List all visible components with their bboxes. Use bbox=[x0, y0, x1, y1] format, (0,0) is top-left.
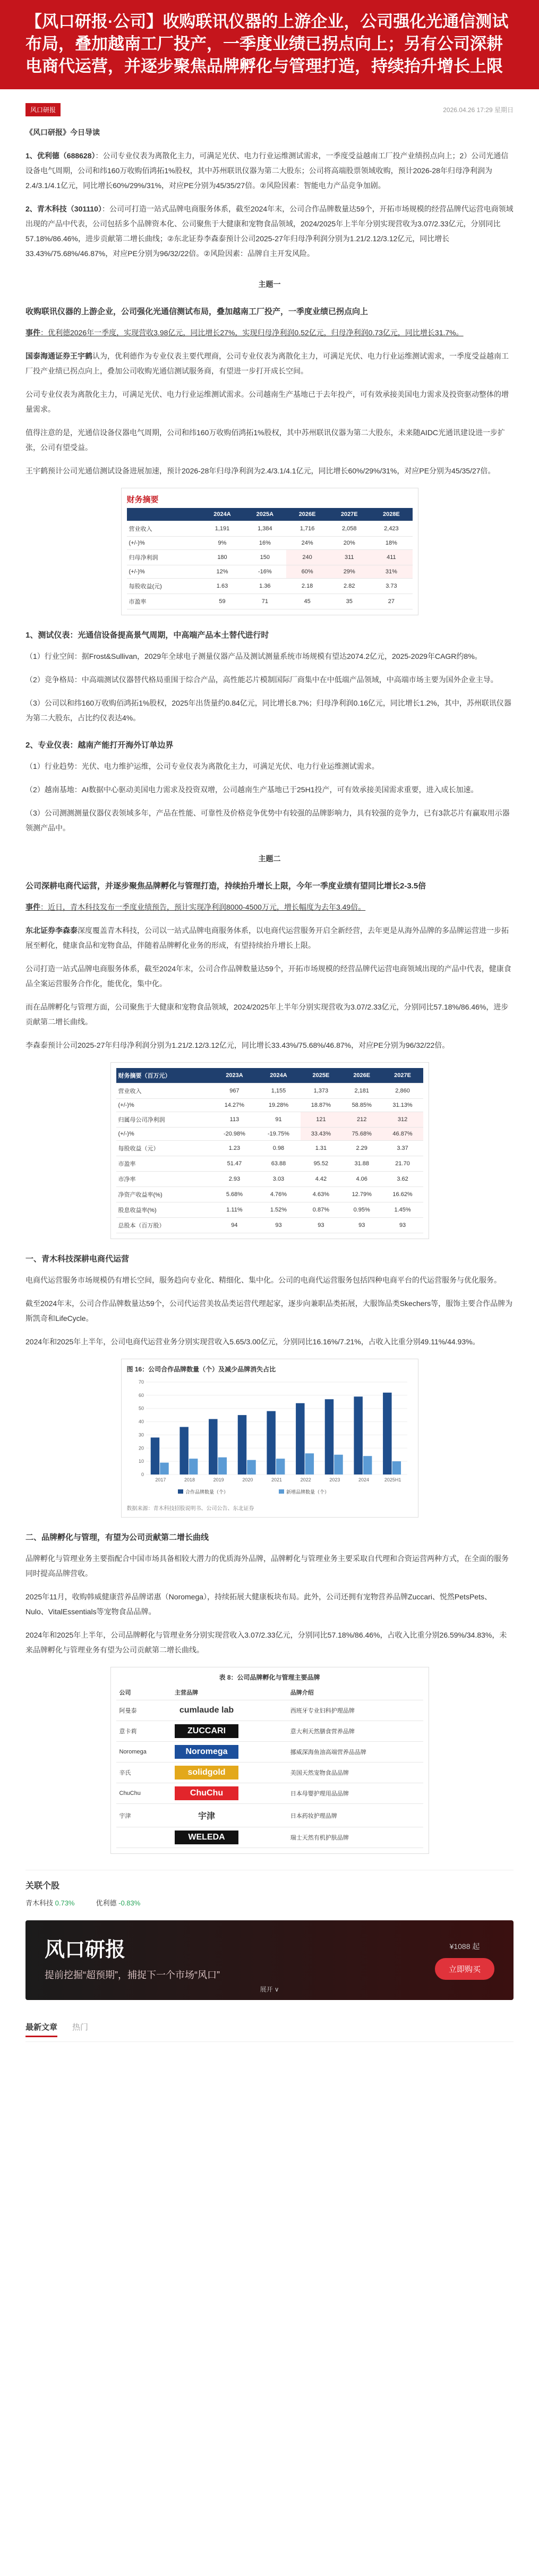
stock-change: 0.73% bbox=[55, 1899, 75, 1907]
table-cell: 1,155 bbox=[256, 1083, 301, 1099]
table-cell: (+/-)% bbox=[116, 1128, 212, 1141]
brand-logo-cell bbox=[172, 1804, 287, 1827]
table-cell: 46.87% bbox=[382, 1128, 423, 1141]
subheading: 二、品牌孵化与管理，有望为公司贡献第二增长曲线 bbox=[25, 1533, 209, 1542]
banner-subtitle: 提前挖掘“超预期”，捕捉下一个市场“风口” bbox=[45, 1970, 220, 1980]
table-row bbox=[127, 537, 413, 550]
table-cell: 27 bbox=[370, 594, 412, 609]
paragraph: （3）公司以和纬160万收购佰鸿拓1%股权，2025年出货量约0.84亿元，同比增长8.7%；归母净利润0.16亿元，同比增长1.2%，其中，苏州联讯仪器为第二大股东，占比约仪表达4%。 bbox=[25, 699, 511, 722]
table-cell: (+/-)% bbox=[116, 1099, 212, 1112]
table-row bbox=[116, 1187, 423, 1202]
brand-count-chart bbox=[127, 1377, 413, 1499]
banner-price: ¥1088 起 bbox=[449, 1942, 480, 1951]
bar bbox=[160, 1463, 168, 1475]
legend-label: 合作品牌数量（个） bbox=[185, 1489, 228, 1495]
legend-swatch bbox=[178, 1489, 183, 1494]
table-header-row bbox=[127, 508, 413, 521]
table-header-cell: 2026E bbox=[286, 508, 328, 521]
paragraph: 李森泰预计公司2025-27年归母净利润分别为1.21/2.12/3.12亿元，同比增长33.43%/75.68%/46.87%，对应PE分别为96/32/22倍。 bbox=[25, 1041, 450, 1049]
table-cell: 1.63 bbox=[201, 579, 243, 594]
table-cell: 4.42 bbox=[301, 1172, 341, 1187]
broker-2-name: 东北证券李森泰 bbox=[25, 926, 78, 935]
table-cell: 45 bbox=[286, 594, 328, 609]
broker-view-1 bbox=[25, 349, 514, 378]
paragraph: 值得注意的是，光通信设备仪器电气周期，公司和纬160万收购佰鸿拓1%股权，其中苏州联讯仪器为第二大股东，未来随AIDC光通讯建设进一步扩张，公司有望受益。 bbox=[25, 428, 506, 452]
x-tick-label: 2019 bbox=[213, 1477, 224, 1482]
x-tick-label: 2024 bbox=[358, 1477, 369, 1482]
tab-latest[interactable]: 最新文章 bbox=[25, 2021, 57, 2037]
bar bbox=[383, 1393, 391, 1475]
table-cell: 1,191 bbox=[201, 521, 243, 537]
brand-logo: WELEDA bbox=[175, 1831, 238, 1844]
table-cell: 71 bbox=[244, 594, 286, 609]
table-row bbox=[116, 1172, 423, 1187]
table-cell: 1.31 bbox=[301, 1141, 341, 1156]
table-cell: 2,423 bbox=[370, 521, 412, 537]
bar bbox=[267, 1411, 275, 1475]
table-cell: 75.68% bbox=[341, 1128, 382, 1141]
table-cell: 16% bbox=[244, 537, 286, 550]
table-cell: 4.63% bbox=[301, 1187, 341, 1202]
y-tick-label: 40 bbox=[138, 1419, 144, 1425]
stock-name: 优利德 bbox=[96, 1899, 119, 1907]
table-header-cell: 品牌介绍 bbox=[287, 1685, 423, 1700]
financial-summary-image-2 bbox=[110, 1062, 429, 1239]
table-cell: 归母净利润 bbox=[127, 550, 201, 565]
table-cell: 113 bbox=[212, 1112, 256, 1128]
table-cell: 121 bbox=[301, 1112, 341, 1128]
x-tick-label: 2025H1 bbox=[384, 1477, 401, 1482]
table-cell: 营业收入 bbox=[116, 1083, 212, 1099]
table-cell: 35 bbox=[328, 594, 370, 609]
bar bbox=[209, 1419, 217, 1475]
table-cell: 967 bbox=[212, 1083, 256, 1099]
chart-title: 图 16：公司合作品牌数量（个）及减少品牌消失占比 bbox=[126, 1366, 276, 1373]
table-row bbox=[116, 1827, 423, 1848]
bar bbox=[324, 1399, 333, 1475]
table-row bbox=[116, 1804, 423, 1827]
financial-summary-title: 财务摘要 bbox=[126, 495, 159, 504]
table-cell: 311 bbox=[328, 550, 370, 565]
section-subtitle-1: 收购联讯仪器的上游企业，公司强化光通信测试布局，叠加越南工厂投产，一季度业绩已拐点向上 bbox=[25, 307, 369, 316]
intro-item-1 bbox=[25, 148, 514, 193]
financial-summary-table-1 bbox=[127, 508, 413, 609]
table-cell: 归属母公司净利润 bbox=[116, 1112, 212, 1128]
table-header-cell: 主营品牌 bbox=[172, 1685, 287, 1700]
table-cell: 212 bbox=[341, 1112, 382, 1128]
broker-view-2 bbox=[25, 923, 514, 953]
legend-swatch bbox=[279, 1489, 284, 1494]
y-tick-label: 60 bbox=[138, 1392, 144, 1398]
table-cell: 93 bbox=[341, 1218, 382, 1233]
table-cell: 411 bbox=[370, 550, 412, 565]
table-cell: 91 bbox=[256, 1112, 301, 1128]
paragraph: （3）公司测测测量仪器仪表领域多年，产品在性能、可靠性及价格竞争优势中有较强的品牌影响力，具有较强的竞争力，已有3款芯片有赢取用示器领测产品中。 bbox=[25, 809, 510, 832]
table-cell: 2.82 bbox=[328, 579, 370, 594]
paragraph: 王宇鹤预计公司光通信测试设备进展加速，预计2026-28年归母净利润为2.4/3.1/4.1亿元，同比增长60%/29%/31%，对应PE分别为45/35/27倍。 bbox=[25, 467, 495, 475]
y-tick-label: 10 bbox=[138, 1459, 144, 1464]
article-title: 【风口研报·公司】收购联讯仪器的上游企业，公司强化光通信测试布局，叠加越南工厂投产，一季度业绩已拐点向上；另有公司深耕电商代运营，并逐步聚焦品牌孵化与管理打造，持续抬升增长上限 bbox=[25, 12, 509, 75]
x-tick-label: 2021 bbox=[271, 1477, 282, 1482]
table-cell: 2.29 bbox=[341, 1141, 382, 1156]
intro-item-2-name: 2、青木科技（301110） bbox=[25, 205, 102, 213]
table-row bbox=[116, 1099, 423, 1112]
x-tick-label: 2020 bbox=[242, 1477, 253, 1482]
table-cell: 93 bbox=[301, 1218, 341, 1233]
table-cell: -16% bbox=[244, 565, 286, 579]
table-row bbox=[116, 1128, 423, 1141]
table-header-cell: 2027E bbox=[382, 1068, 423, 1083]
bar bbox=[305, 1453, 313, 1475]
brand-logo: cumlaude lab bbox=[179, 1706, 234, 1715]
table-cell: 180 bbox=[201, 550, 243, 565]
table-cell: 2,058 bbox=[328, 521, 370, 537]
paragraph: 2024年和2025年上半年，公司电商代运营业务分别实现营收入5.65/3.00亿元，分别同比16.16%/7.21%，占收入比重分别49.11%/44.93%。 bbox=[25, 1337, 480, 1346]
article-header bbox=[0, 0, 539, 89]
table-cell: 12.79% bbox=[341, 1187, 382, 1202]
table-cell: 3.62 bbox=[382, 1172, 423, 1187]
brand-company: 意卡莉 bbox=[116, 1721, 172, 1742]
bar bbox=[296, 1403, 304, 1475]
article-meta bbox=[25, 103, 514, 116]
x-tick-label: 2018 bbox=[184, 1477, 195, 1482]
table-header-cell: 2026E bbox=[341, 1068, 382, 1083]
table-cell: 2.18 bbox=[286, 579, 328, 594]
table-cell: 12% bbox=[201, 565, 243, 579]
table-cell: 19.28% bbox=[256, 1099, 301, 1112]
legend-label: 新增品牌数量（个） bbox=[286, 1489, 329, 1495]
table-cell: 1.23 bbox=[212, 1141, 256, 1156]
paragraph: （1）行业空间：据Frost&Sullivan，2029年全球电子测量仪器产品及测试测量系统市场规模有望达2074.2亿元，2025-2029年CAGR约8%。 bbox=[25, 652, 482, 660]
table-cell: 总股本（百万股） bbox=[116, 1218, 212, 1233]
table-row bbox=[116, 1742, 423, 1762]
brand-description: 日本母婴护理用品品牌 bbox=[287, 1783, 423, 1804]
table-row bbox=[116, 1202, 423, 1218]
event-1-text: ：优利德2026年一季度，实现营收3.98亿元，同比增长27%，实现归母净利润0.52亿元，归母净利润0.73亿元，同比增长31.7%。 bbox=[40, 328, 464, 337]
table-cell: 1.11% bbox=[212, 1202, 256, 1218]
table-cell: 24% bbox=[286, 537, 328, 550]
table-row bbox=[127, 579, 413, 594]
table-cell: 312 bbox=[382, 1112, 423, 1128]
paragraph: 而在品牌孵化与管理方面，公司聚焦于大健康和宠物食品领域，2024/2025年上半年分别实现营收为3.07/2.33亿元，分别同比57.18%/86.46%，进步贡献第二增长曲线。 bbox=[25, 1003, 509, 1026]
table-cell: 31.88 bbox=[341, 1156, 382, 1172]
column-tag[interactable]: 风口研报 bbox=[25, 103, 61, 116]
brand-company: 宇津 bbox=[116, 1804, 172, 1827]
table-cell: 31% bbox=[370, 565, 412, 579]
related-stocks bbox=[25, 1870, 514, 1908]
y-tick-label: 70 bbox=[138, 1379, 144, 1385]
table-cell: 1,384 bbox=[244, 521, 286, 537]
promo-banner[interactable] bbox=[25, 1920, 514, 2000]
brand-company: 阿曼泰 bbox=[116, 1700, 172, 1721]
x-tick-label: 2023 bbox=[329, 1477, 340, 1482]
table-cell: -20.98% bbox=[212, 1128, 256, 1141]
related-stock[interactable] bbox=[25, 1897, 75, 1908]
paragraph: （2）竞争格局：中高端测试仪器替代格局重围于综合产品，高性能芯片模制国际厂商集中在中低端产品领域，中高端市场主要为国外企业主导。 bbox=[25, 675, 498, 684]
table-cell: 93 bbox=[382, 1218, 423, 1233]
table-cell: 每股收益（元） bbox=[116, 1141, 212, 1156]
table-cell: 营业收入 bbox=[127, 521, 201, 537]
stock-name: 青木科技 bbox=[25, 1899, 55, 1907]
table-cell: 240 bbox=[286, 550, 328, 565]
table-cell: 9% bbox=[201, 537, 243, 550]
table-header-cell: 2027E bbox=[328, 508, 370, 521]
table-cell: -19.75% bbox=[256, 1128, 301, 1141]
table-cell: 5.68% bbox=[212, 1187, 256, 1202]
table-row bbox=[116, 1218, 423, 1233]
table-cell: 2.93 bbox=[212, 1172, 256, 1187]
brand-company bbox=[116, 1827, 172, 1848]
table-cell: 95.52 bbox=[301, 1156, 341, 1172]
table-cell: 0.95% bbox=[341, 1202, 382, 1218]
brand-logo-cell bbox=[172, 1700, 287, 1721]
bar bbox=[150, 1437, 159, 1475]
bar bbox=[247, 1460, 255, 1475]
paragraph: 2025年11月，收购韩威健康营养品牌诺惠（Noromega），持续拓展大健康板块布局。此外，公司还拥有宠物营养品牌Zuccari、悦然PetsPets、Nulo、VitalEssentials等宠物食品品牌。 bbox=[25, 1592, 492, 1616]
table-header-cell: 2025E bbox=[301, 1068, 341, 1083]
event-1-label: 事件 bbox=[25, 328, 40, 337]
broker-2-text: 深度覆盖青木科技，公司以一站式品牌电商服务体系，以电商代运营服务开启全新经营，去年更是从海外品牌的多品牌运营进一步拓展至孵化，健康食品和宠物食品，伴随着品牌孵化业务的形成，有望持续抬升增长上限。 bbox=[25, 926, 509, 950]
intro-item-2-text: ：公司可打造一站式品牌电商服务体系，截至2024年末，公司合作品牌数量达59个，开拓市场规模的经营品牌代运营电商领域出现的产品中代表，公司包括多个品牌资本化、公司聚焦于大健康和宠物食品领域，2024/2025年上半年分别实现营收为3.07/2.33亿元，分别同比57.18%/86.46%，进步贡献第二增长曲线；②东北证券李森泰预计公司2025-27年归母净利润分别为1.21/2.12/3.12亿元，同比增长33.43%/75.68%/46.87%，对应PE分别为96/32/22倍。②风险因素：品牌自主开发风险。 bbox=[25, 205, 514, 258]
section-title-1: 主题一 bbox=[258, 280, 281, 289]
brand-company: 辛氏 bbox=[116, 1762, 172, 1783]
financial-summary-table-2 bbox=[116, 1068, 423, 1233]
table-cell: 60% bbox=[286, 565, 328, 579]
table-cell: 63.88 bbox=[256, 1156, 301, 1172]
table-header-row bbox=[116, 1685, 423, 1700]
brand-company: ChuChu bbox=[116, 1783, 172, 1804]
table-cell: 净资产收益率(%) bbox=[116, 1187, 212, 1202]
paragraph: 公司专业仪表为离散化主力，可满足光伏、电力行业运维测试需求。公司越南生产基地已于去年投产，可有效承接美国电力需求及投资驱动整体的增量需求。 bbox=[25, 390, 509, 413]
table-cell: 16.62% bbox=[382, 1187, 423, 1202]
table-header-cell: 2025A bbox=[244, 508, 286, 521]
y-tick-label: 0 bbox=[141, 1472, 144, 1477]
table-cell: 市盈率 bbox=[127, 594, 201, 609]
table-cell: 94 bbox=[212, 1218, 256, 1233]
table-cell: 31.13% bbox=[382, 1099, 423, 1112]
table-cell: 1.52% bbox=[256, 1202, 301, 1218]
table-cell: (+/-)% bbox=[127, 537, 201, 550]
brand-table-image bbox=[110, 1667, 429, 1854]
brand-logo: ZUCCARI bbox=[175, 1724, 238, 1738]
subheading: 一、青木科技深耕电商代运营 bbox=[25, 1255, 130, 1264]
table-cell: 2,860 bbox=[382, 1083, 423, 1099]
table-cell: 0.98 bbox=[256, 1141, 301, 1156]
related-stock[interactable] bbox=[96, 1897, 141, 1908]
table-cell: 20% bbox=[328, 537, 370, 550]
table-row bbox=[127, 594, 413, 609]
bar bbox=[334, 1455, 343, 1475]
bar bbox=[392, 1461, 400, 1475]
brand-logo: Noromega bbox=[175, 1745, 238, 1759]
buy-button[interactable]: 立即购买 bbox=[435, 1958, 494, 1980]
table-cell: 18% bbox=[370, 537, 412, 550]
related-stocks-heading: 关联个股 bbox=[25, 1882, 60, 1891]
brand-company: Noromega bbox=[116, 1742, 172, 1762]
table-row bbox=[116, 1141, 423, 1156]
table-cell: 58.85% bbox=[341, 1099, 382, 1112]
brand-count-chart-image bbox=[121, 1359, 418, 1518]
broker-1-name: 国泰海通证券王宇鹤 bbox=[25, 352, 92, 360]
paragraph: 公司打造一站式品牌电商服务体系，截至2024年末，公司合作品牌数量达59个，开拓市场规模的经营品牌代运营电商领域出现的产品中代表，健康食品全案运营服务合作化，能优化，集中化。 bbox=[25, 964, 511, 988]
table-cell: 3.73 bbox=[370, 579, 412, 594]
tab-hot[interactable]: 热门 bbox=[72, 2023, 89, 2032]
table-row bbox=[127, 521, 413, 537]
y-tick-label: 30 bbox=[138, 1432, 144, 1438]
table-header-cell: 2023A bbox=[212, 1068, 256, 1083]
subheading: 2、专业仪表：越南产能打开海外订单边界 bbox=[25, 741, 174, 750]
event-2-label: 事件 bbox=[25, 903, 40, 911]
table-cell: 29% bbox=[328, 565, 370, 579]
paragraph: （1）行业趋势：光伏、电力维护运维，公司专业仪表为离散化主力，可满足光伏、电力行业运维测试需求。 bbox=[25, 762, 379, 770]
brand-logo: ChuChu bbox=[175, 1786, 238, 1800]
brand-logo-cell bbox=[172, 1742, 287, 1762]
table-cell: 1.36 bbox=[244, 579, 286, 594]
table-cell: 0.87% bbox=[301, 1202, 341, 1218]
subheading: 1、测试仪表：光通信设备提高景气周期，中高端产品本土替代进行时 bbox=[25, 631, 269, 640]
brand-description: 挪威深海鱼油高端营养品品牌 bbox=[287, 1742, 423, 1762]
x-tick-label: 2017 bbox=[155, 1477, 166, 1482]
paragraph: （2）越南基地：AI数据中心驱动美国电力需求及投资双增，公司越南生产基地已于25H1投产，可有效承接美国需求重要，进入成长加速。 bbox=[25, 785, 478, 794]
brand-logo-cell bbox=[172, 1762, 287, 1783]
brand-logo-cell bbox=[172, 1827, 287, 1848]
article-tabs bbox=[25, 2021, 514, 2042]
table-cell: 每股收益(元) bbox=[127, 579, 201, 594]
brand-description: 日本药妆护理品牌 bbox=[287, 1804, 423, 1827]
brand-description: 意大利天然膳食营养品牌 bbox=[287, 1721, 423, 1742]
x-tick-label: 2022 bbox=[300, 1477, 311, 1482]
broker-1-text: 认为，优利德作为专业仪表主要代理商，公司专业仪表为离散化主力，可满足光伏、电力行业运维测试需求，一季度受益越南工厂投产业绩已拐点向上，叠加公司收购光通信测试服务商，有望进一步打开成长空间。 bbox=[25, 352, 509, 375]
y-tick-label: 20 bbox=[138, 1445, 144, 1451]
paragraph: 截至2024年末，公司合作品牌数量达59个，公司代运营美妆品类运营代理起家，逐步向兼职品类拓展，大服饰品类Skechers等，服饰主要合作品牌为斯凯奇和LifeCycle。 bbox=[25, 1299, 513, 1323]
table-row bbox=[116, 1112, 423, 1128]
brand-table-title: 表 8：公司品牌孵化与管理主要品牌 bbox=[219, 1674, 320, 1681]
brand-logo-cell bbox=[172, 1721, 287, 1742]
bar bbox=[189, 1459, 197, 1475]
table-header-cell: 公司 bbox=[116, 1685, 172, 1700]
table-cell: 市盈率 bbox=[116, 1156, 212, 1172]
table-row bbox=[116, 1700, 423, 1721]
table-header-cell: 2024A bbox=[256, 1068, 301, 1083]
event-2-text: ：近日，青木科技发布一季度业绩预告，预计实现净利润8000-4500万元，增长幅度为去年3.49倍。 bbox=[40, 903, 366, 911]
intro-item-1-name: 1、优利德（688628） bbox=[25, 151, 96, 160]
expand-toggle[interactable]: 展开 ∨ bbox=[260, 1986, 279, 1993]
bar bbox=[354, 1396, 362, 1475]
table-cell: 1.45% bbox=[382, 1202, 423, 1218]
banner-title: 风口研报 bbox=[45, 1939, 126, 1961]
table-row bbox=[116, 1083, 423, 1099]
table-cell: 4.76% bbox=[256, 1187, 301, 1202]
table-header-row bbox=[116, 1068, 423, 1083]
table-cell: 3.03 bbox=[256, 1172, 301, 1187]
paragraph: 电商代运营服务市场规模仍有增长空间，服务趋向专业化、精细化、集中化。公司的电商代运营服务包括四种电商平台的代运营服务与优化服务。 bbox=[25, 1276, 501, 1284]
table-cell: 4.06 bbox=[341, 1172, 382, 1187]
event-2 bbox=[25, 900, 514, 914]
table-cell: (+/-)% bbox=[127, 565, 201, 579]
stock-change: -0.83% bbox=[118, 1899, 141, 1907]
brand-table bbox=[116, 1685, 423, 1848]
table-header-cell: 财务摘要（百万元） bbox=[116, 1068, 212, 1083]
table-cell: 59 bbox=[201, 594, 243, 609]
paragraph: 2024年和2025年上半年，公司品牌孵化与管理业务分别实现营收入3.07/2.33亿元，分别同比57.18%/86.46%，占收入比重分别26.59%/34.83%，未来品牌孵化与管理业务有望为公司贡献第二增长曲线。 bbox=[25, 1631, 507, 1654]
y-tick-label: 50 bbox=[138, 1405, 144, 1411]
table-row bbox=[116, 1156, 423, 1172]
table-cell: 18.87% bbox=[301, 1099, 341, 1112]
intro-item-1-text: ：公司专业仪表为离散化主力，可满足光伏、电力行业运维测试需求，一季度受益越南工厂投产业绩拐点向上；2）公司光通信设备电气周期，公司和纬160万收购佰鸿拓1%股权，其中苏州联讯仪器为第二大股东；公司将高端股票领域收购，预计2026-28年归母净利润为2.4/3.1/4.1亿元，同比增长60%/29%/31%，对应PE分别为45/35/27倍。②风险因素：智能电力产品竞争加剧。 bbox=[25, 151, 509, 190]
financial-summary-image-1 bbox=[121, 488, 418, 615]
related-stock-list bbox=[25, 1897, 514, 1908]
table-cell: 市净率 bbox=[116, 1172, 212, 1187]
paragraph: 品牌孵化与管理业务主要指配合中国市场具备相较大潜力的优质海外品牌，品牌孵化与管理业务主要采取自代理和合资运营两种方式，在全面的服务同时提高品牌营收。 bbox=[25, 1554, 509, 1578]
table-row bbox=[116, 1783, 423, 1804]
table-cell: 51.47 bbox=[212, 1156, 256, 1172]
brand-description: 西班牙专业妇科护理品牌 bbox=[287, 1700, 423, 1721]
table-row bbox=[116, 1762, 423, 1783]
bar bbox=[218, 1458, 226, 1475]
section-subtitle-2: 公司深耕电商代运营，并逐步聚焦品牌孵化与管理打造，持续抬升增长上限，今年一季度业绩有望同比增长2-3.5倍 bbox=[25, 882, 426, 891]
table-cell: 14.27% bbox=[212, 1099, 256, 1112]
brand-logo-cell bbox=[172, 1783, 287, 1804]
brand-description: 美国天然宠物食品品牌 bbox=[287, 1762, 423, 1783]
table-header-cell: 2024A bbox=[201, 508, 243, 521]
bar bbox=[237, 1415, 246, 1475]
table-header-cell: 2028E bbox=[370, 508, 412, 521]
brand-logo: solidgold bbox=[175, 1766, 238, 1780]
publish-date: 2026.04.26 17:29 星期日 bbox=[443, 106, 514, 114]
table-header-cell bbox=[127, 508, 201, 521]
bar bbox=[363, 1456, 371, 1475]
table-cell: 21.70 bbox=[382, 1156, 423, 1172]
intro-item-2 bbox=[25, 201, 514, 261]
table-row bbox=[127, 550, 413, 565]
table-cell: 93 bbox=[256, 1218, 301, 1233]
brand-logo: 宇津 bbox=[198, 1812, 216, 1821]
table-cell: 1,373 bbox=[301, 1083, 341, 1099]
table-cell: 股息收益率(%) bbox=[116, 1202, 212, 1218]
table-cell: 3.37 bbox=[382, 1141, 423, 1156]
intro-heading: 《风口研报》今日导读 bbox=[25, 128, 100, 137]
bar bbox=[276, 1459, 284, 1475]
table-row bbox=[116, 1721, 423, 1742]
table-row bbox=[127, 565, 413, 579]
bar bbox=[179, 1427, 188, 1475]
chart-source: 数据来源：青木科技招股说明书、公司公告、东北证券 bbox=[126, 1506, 254, 1512]
event-1 bbox=[25, 325, 514, 340]
table-cell: 33.43% bbox=[301, 1128, 341, 1141]
section-title-2: 主题二 bbox=[258, 854, 281, 863]
table-cell: 2,181 bbox=[341, 1083, 382, 1099]
brand-description: 瑞士天然有机护肤品牌 bbox=[287, 1827, 423, 1848]
table-cell: 150 bbox=[244, 550, 286, 565]
table-cell: 1,716 bbox=[286, 521, 328, 537]
